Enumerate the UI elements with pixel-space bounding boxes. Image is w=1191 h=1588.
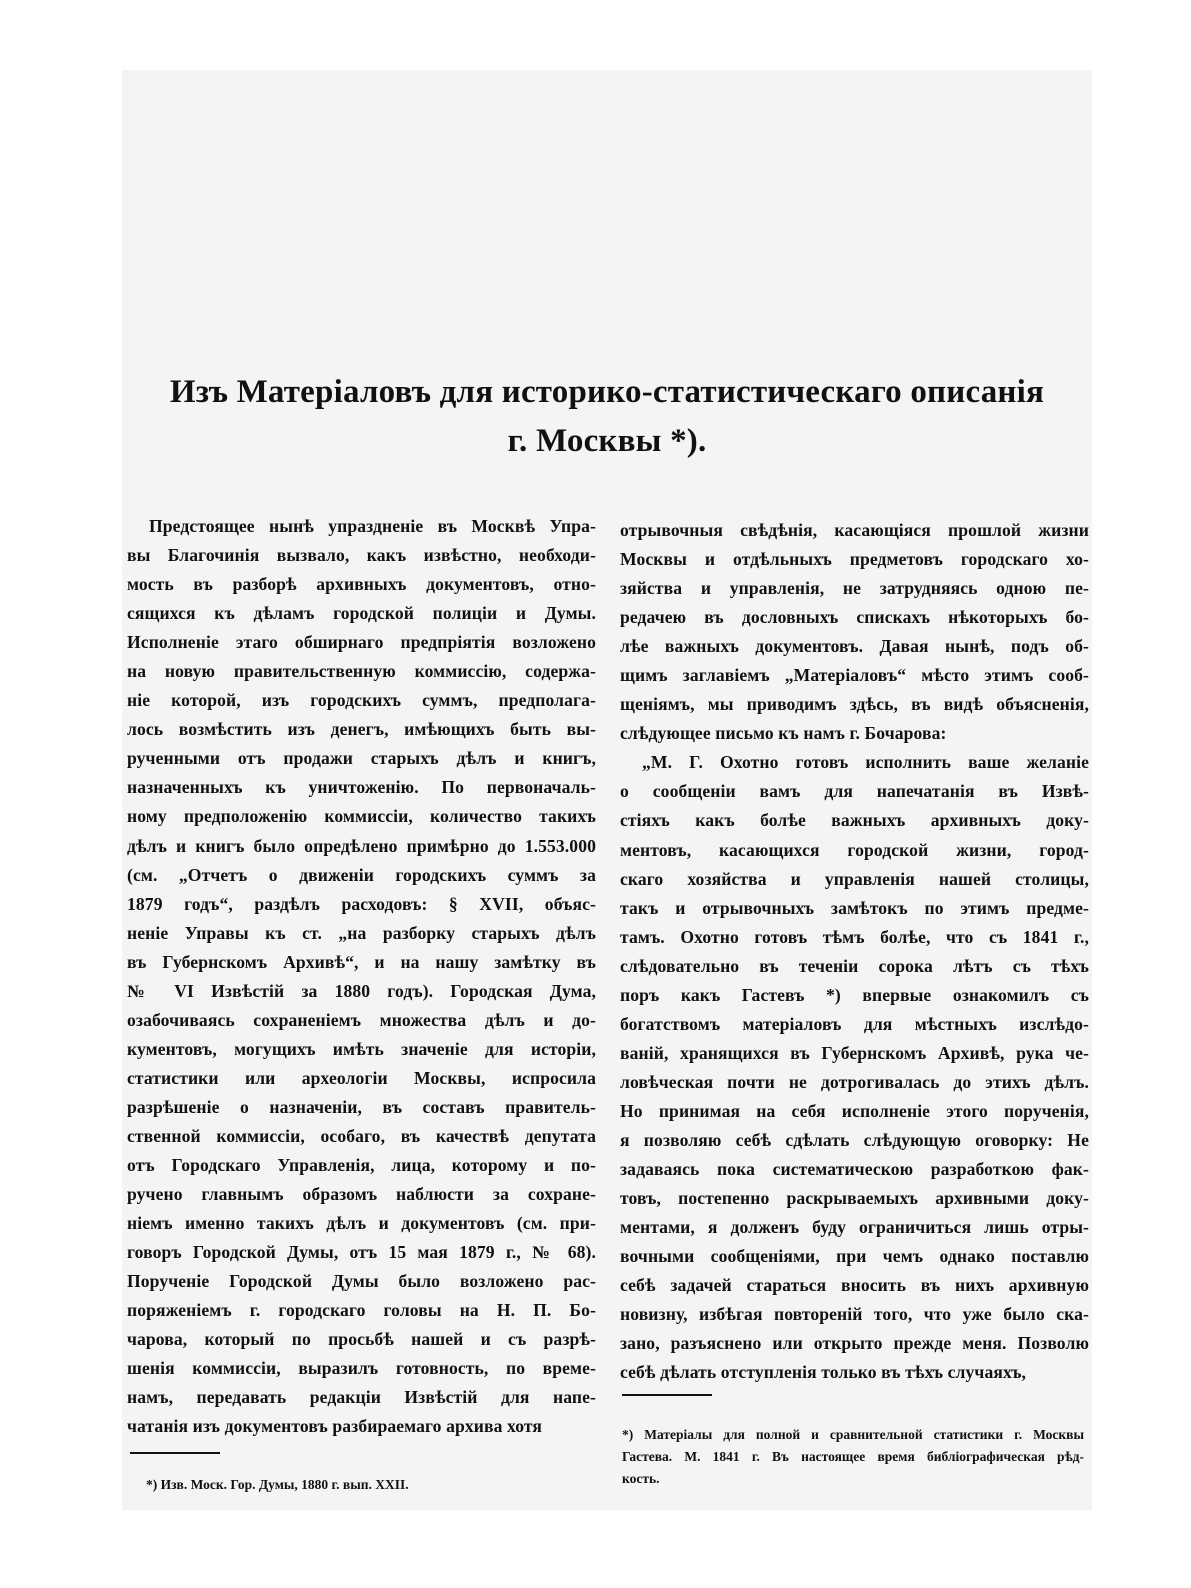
text-line: дѣлъ и книгъ было опредѣлено примѣрно до 1.553.000	[127, 835, 596, 856]
text-line: себѣ задачей стараться вносить въ нихъ архивную	[620, 1275, 1089, 1296]
text-line: разрѣшеніе о назначеніи, въ составъ правитель-	[127, 1096, 596, 1117]
text-line: зяйства и управленія, не затрудняясь одною пе-	[620, 578, 1089, 599]
text-line: шенія коммиссіи, выразилъ готовность, по време-	[127, 1358, 596, 1379]
text-line: стіяхъ какъ болѣе важныхъ архивныхъ доку-	[620, 810, 1089, 831]
text-line: слѣдовательно въ теченіи сорока лѣтъ съ тѣхъ	[620, 955, 1089, 976]
text-line: зано, разъяснено или открыто прежде меня. Позволю	[620, 1333, 1089, 1354]
text-line: товъ, постепенно раскрываемыхъ архивными доку-	[620, 1188, 1089, 1209]
text-line: Предстоящее нынѣ упраздненіе въ Москвѣ Упра-	[149, 516, 596, 536]
text-line: щеніямъ, мы приводимъ здѣсь, въ видѣ объясненія,	[620, 694, 1089, 715]
text-line: кость.	[622, 1471, 660, 1486]
title-line-1: Изъ Матеріаловъ для историко-статистическаго описанія	[169, 374, 1045, 410]
footnote-left: *) Изв. Моск. Гор. Думы, 1880 г. вып. XXII.	[146, 1477, 409, 1492]
text-line: лѣе важныхъ документовъ. Давая нынѣ, подъ об-	[620, 636, 1089, 657]
footnote-right	[622, 1424, 1084, 1490]
text-line: *) Матеріалы для полной и сравнительной статистики г. Москвы	[622, 1427, 1084, 1442]
right-text-column	[620, 516, 1089, 1387]
text-line: намъ, передавать редакціи Извѣстій для напе-	[127, 1387, 596, 1408]
text-line: новизну, избѣгая повтореній того, что уже было ска-	[620, 1304, 1089, 1325]
text-line: вочными сообщеніями, при чемъ однако поставлю	[620, 1246, 1089, 1267]
text-line: слѣдующее письмо къ намъ г. Бочарова:	[620, 723, 947, 744]
text-line: о сообщеніи вамъ для напечатанія въ Извѣ-	[620, 781, 1089, 802]
text-line: кументовъ, могущихъ имѣть значеніе для исторіи,	[127, 1038, 596, 1059]
text-line: задаваясь пока систематическою разработкою фак-	[620, 1159, 1089, 1180]
text-line: Но принимая на себя исполненіе этого порученія,	[620, 1100, 1089, 1121]
text-line: богатствомъ матеріаловъ для мѣстныхъ изслѣдо-	[620, 1013, 1089, 1034]
text-line: Гастева. М. 1841 г. Въ настоящее время библіографическая рѣд-	[622, 1449, 1084, 1464]
text-line: ручено главнымъ образомъ наблюсти за сохране-	[127, 1184, 596, 1205]
left-text-column	[127, 512, 596, 1442]
text-line: поряженіемъ г. городскаго головы на Н. П. Бо-	[127, 1300, 596, 1321]
text-line: говоръ Городской Думы, отъ 15 мая 1879 г., № 68).	[127, 1242, 596, 1263]
text-line: щимъ заглавіемъ „Матеріаловъ“ мѣсто этимъ сооб-	[620, 665, 1089, 686]
text-line: такъ и отрывочныхъ замѣтокъ по этимъ предме-	[620, 897, 1089, 918]
text-line: лось возмѣстить изъ денегъ, имѣющихъ быть вы-	[127, 719, 596, 740]
text-line: ваній, хранящихся въ Губернскомъ Архивѣ, рука че-	[620, 1042, 1089, 1063]
text-line: № VI Извѣстій за 1880 годъ). Городская Дума,	[127, 980, 596, 1001]
text-line: отъ Городскаго Управленія, лица, которому и по-	[127, 1155, 596, 1176]
text-line: статистики или археологіи Москвы, испросила	[127, 1067, 596, 1088]
text-line: ментами, я долженъ буду ограничиться лишь отры-	[620, 1217, 1089, 1238]
text-line: поръ какъ Гастевъ *) впервые ознакомилъ съ	[620, 984, 1089, 1005]
text-line: сящихся къ дѣламъ городской полиціи и Думы.	[127, 603, 596, 624]
text-line: ному предположенію коммиссіи, количество такихъ	[127, 806, 596, 827]
text-line: Исполненіе этаго обширнаго предпріятія возложено	[127, 632, 596, 653]
title-line-2: г. Москвы *).	[507, 423, 707, 459]
text-line: на новую правительственную коммиссію, содержа-	[127, 661, 596, 682]
text-line: Москвы и отдѣльныхъ предметовъ городскаго хо-	[620, 549, 1089, 570]
text-line: (см. „Отчетъ о движеніи городскихъ суммъ за	[127, 864, 596, 885]
text-line: себѣ дѣлать отступленія только въ тѣхъ случаяхъ,	[620, 1362, 1027, 1383]
text-line: неніе Управы къ ст. „на разборку старыхъ дѣлъ	[127, 922, 596, 943]
text-line: вы Благочинія вызвало, какъ извѣстно, необходи-	[127, 545, 596, 566]
text-line: ніемъ именно такихъ дѣлъ и документовъ (см. при-	[127, 1213, 596, 1234]
text-line: ніе которой, изъ городскихъ суммъ, предполага-	[127, 690, 596, 711]
text-line: рученными отъ продажи старыхъ дѣлъ и книгъ,	[127, 748, 596, 769]
text-line: ственной коммиссіи, особаго, въ качествѣ депутата	[127, 1125, 596, 1146]
text-line: озабочиваясь сохраненіемъ множества дѣлъ и до-	[127, 1009, 596, 1030]
footnote-divider-left	[130, 1452, 220, 1454]
footnote-divider-right	[622, 1394, 712, 1396]
text-line: чарова, который по просьбѣ нашей и съ разрѣ-	[127, 1329, 596, 1350]
text-line: ментовъ, касающихся городской жизни, город-	[620, 839, 1089, 860]
text-line: „М. Г. Охотно готовъ исполнить ваше желаніе	[642, 752, 1089, 773]
text-line: въ Губернскомъ Архивѣ“, и на нашу замѣтку въ	[127, 951, 596, 972]
text-line: тамъ. Охотно готовъ тѣмъ болѣе, что съ 1841 г.,	[620, 926, 1089, 947]
text-line: отрывочныя свѣдѣнія, касающіяся прошлой жизни	[620, 520, 1089, 540]
text-line: ловѣческая почти не дотрогивалась до этихъ дѣлъ.	[620, 1071, 1089, 1092]
text-line: чатанія изъ документовъ разбираемаго архива хотя	[127, 1416, 543, 1437]
text-line: 1879 годъ“, раздѣлъ расходовъ: § XVII, объяс-	[127, 893, 596, 914]
text-line: мость въ разборѣ архивныхъ документовъ, отно-	[127, 574, 596, 595]
text-line: Порученіе Городской Думы было возложено рас-	[127, 1271, 596, 1292]
text-line: редачею въ дословныхъ спискахъ нѣкоторыхъ бо-	[620, 607, 1089, 628]
text-line: я позволяю себѣ сдѣлать слѣдующую оговорку: Не	[620, 1129, 1089, 1150]
text-line: скаго хозяйства и управленія нашей столицы,	[620, 868, 1089, 889]
article-title	[122, 368, 1092, 466]
text-line: назначенныхъ къ уничтоженію. По первоначаль-	[127, 777, 596, 798]
